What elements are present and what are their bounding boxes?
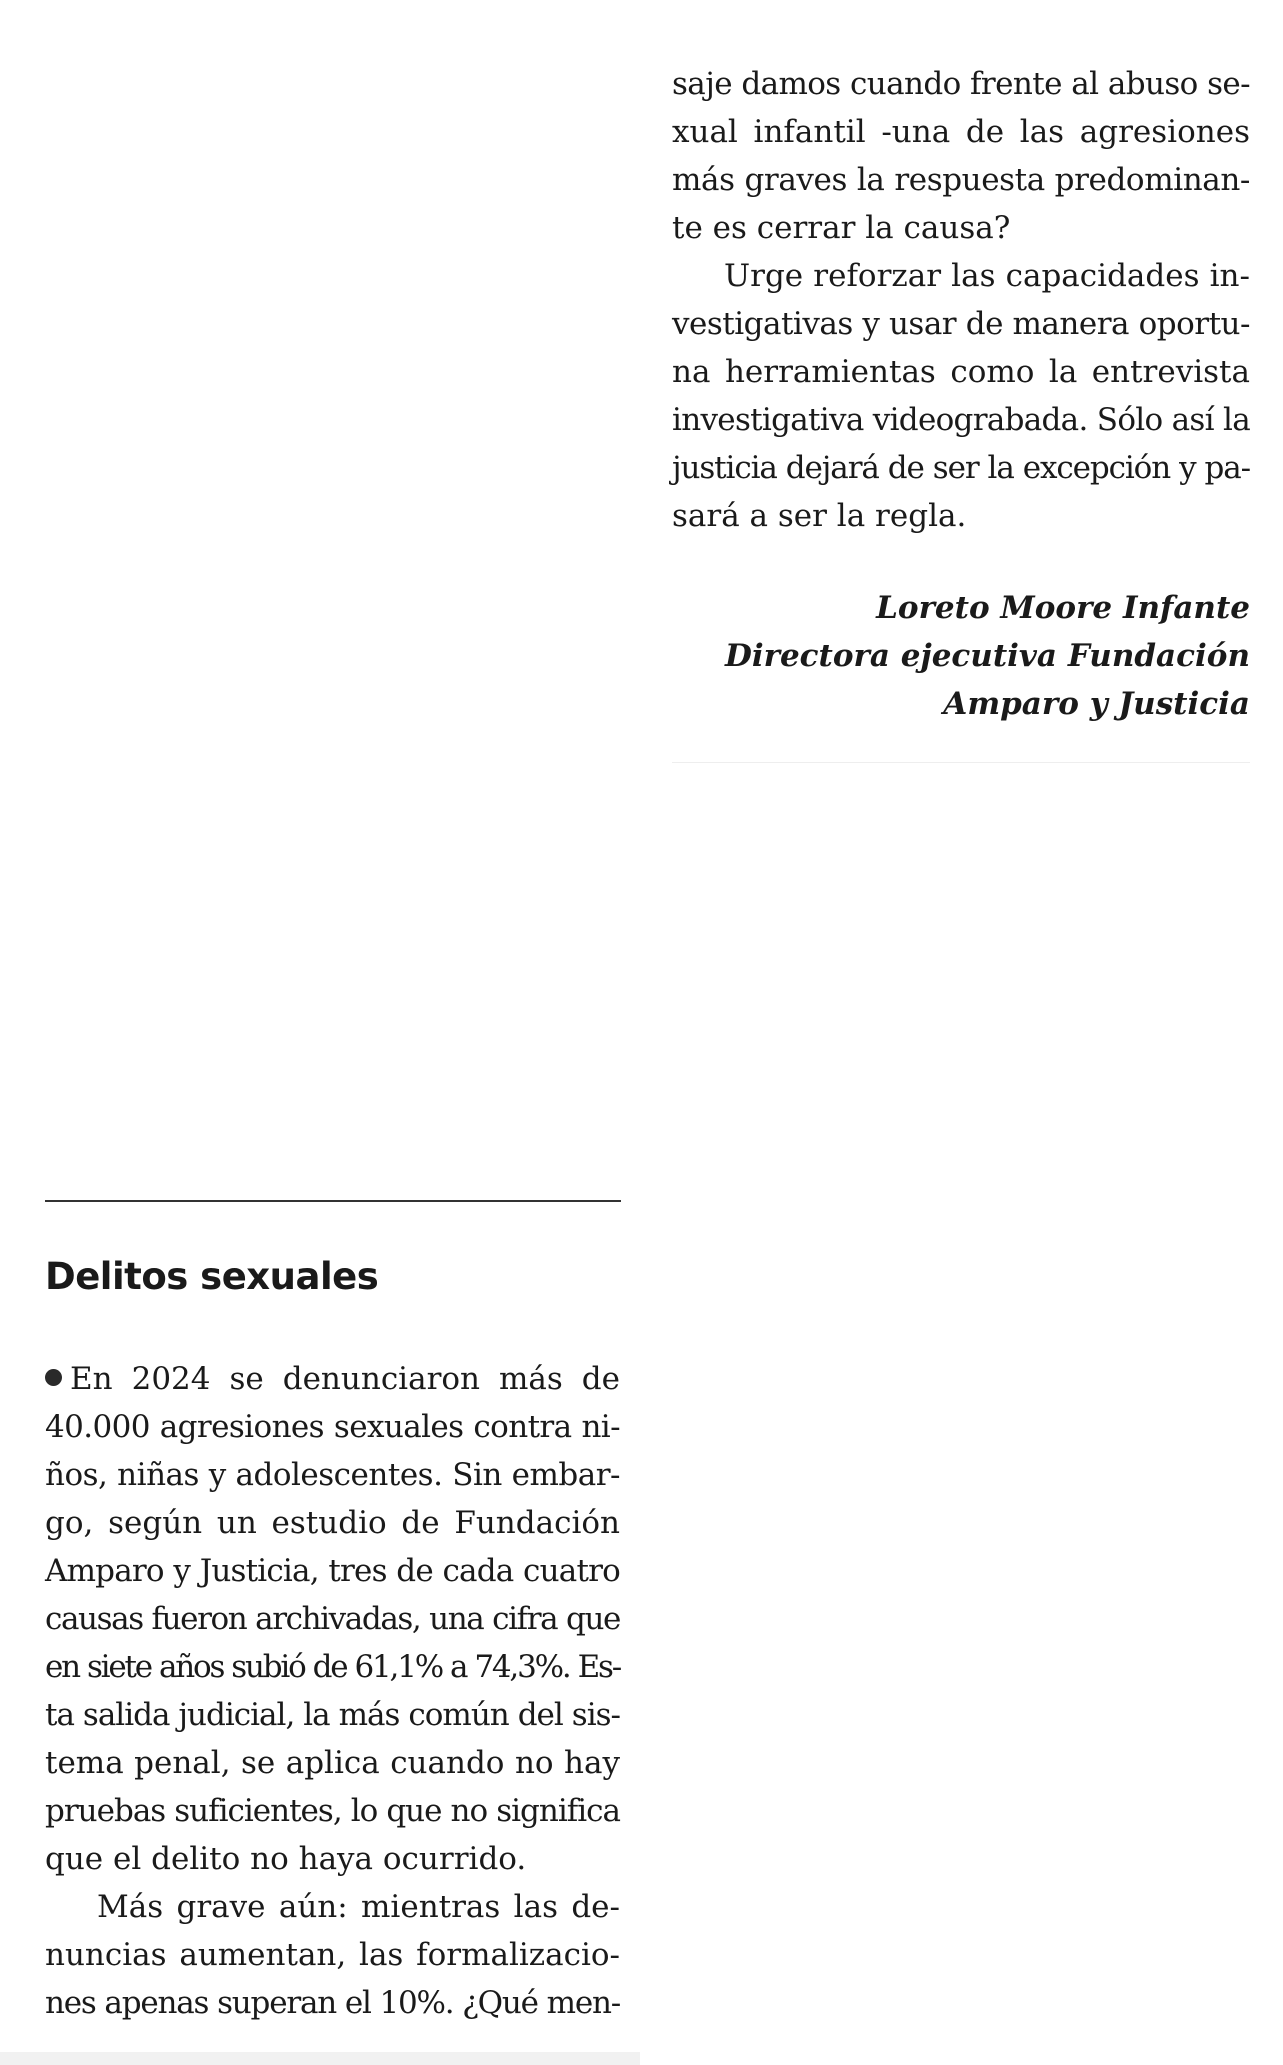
text-line: xual infantil -una de las agresiones — [672, 114, 1250, 150]
text-line — [45, 1355, 620, 1403]
text-line: te es cerrar la causa? — [672, 210, 1011, 246]
box-body — [45, 1355, 620, 2027]
article-body — [672, 60, 1250, 540]
text-line: 40.000 agresiones sexuales contra ni- — [45, 1409, 620, 1445]
text-line: Más grave aún: mientras las de- — [97, 1889, 620, 1925]
article-paragraph-2 — [672, 252, 1250, 540]
author-role: Directora ejecutiva Fundación — [724, 638, 1250, 674]
text-line: justicia dejará de ser la excepción y pa- — [672, 450, 1250, 486]
author-signature — [672, 584, 1250, 728]
text-line: ta salida judicial, la más común del sis- — [45, 1697, 620, 1733]
box-paragraph-2 — [45, 1883, 620, 2027]
text-line-content: En 2024 se denunciaron más de — [70, 1361, 620, 1397]
text-line: saje damos cuando frente al abuso se- — [672, 66, 1250, 102]
text-line: Urge reforzar las capacidades in- — [724, 258, 1250, 294]
bullet-icon — [45, 1369, 62, 1386]
text-line: ños, niñas y adolescentes. Sin embar- — [45, 1457, 620, 1493]
signature-divider — [672, 762, 1250, 763]
box-top-rule — [45, 1200, 621, 1202]
text-line: Amparo y Justicia, tres de cada cuatro — [45, 1553, 620, 1589]
box-title: Delitos sexuales — [45, 1255, 379, 1298]
box-paragraph-1 — [45, 1355, 620, 1883]
article-paragraph-1 — [672, 60, 1250, 252]
text-line: vestigativas y usar de manera oportu- — [672, 306, 1250, 342]
text-line: tema penal, se aplica cuando no hay — [45, 1745, 620, 1781]
text-line: pruebas suficientes, lo que no significa — [45, 1793, 620, 1829]
text-line: na herramientas como la entrevista — [672, 354, 1250, 390]
text-line: nuncias aumentan, las formalizacio- — [45, 1937, 620, 1973]
page-edge-shade — [0, 2052, 640, 2065]
text-line: investigativa videograbada. Sólo así la — [672, 402, 1250, 438]
text-line: nes apenas superan el 10%. ¿Qué men- — [45, 1985, 620, 2021]
text-line: que el delito no haya ocurrido. — [45, 1841, 527, 1877]
text-line: más graves la respuesta predominan- — [672, 162, 1250, 198]
text-line: go, según un estudio de Fundación — [45, 1505, 620, 1541]
text-line: sará a ser la regla. — [672, 498, 967, 534]
text-line: en siete años subió de 61,1% a 74,3%. Es- — [45, 1649, 620, 1685]
text-line: causas fueron archivadas, una cifra que — [45, 1601, 620, 1637]
author-organization: Amparo y Justicia — [943, 686, 1250, 722]
author-name: Loreto Moore Infante — [876, 590, 1250, 626]
